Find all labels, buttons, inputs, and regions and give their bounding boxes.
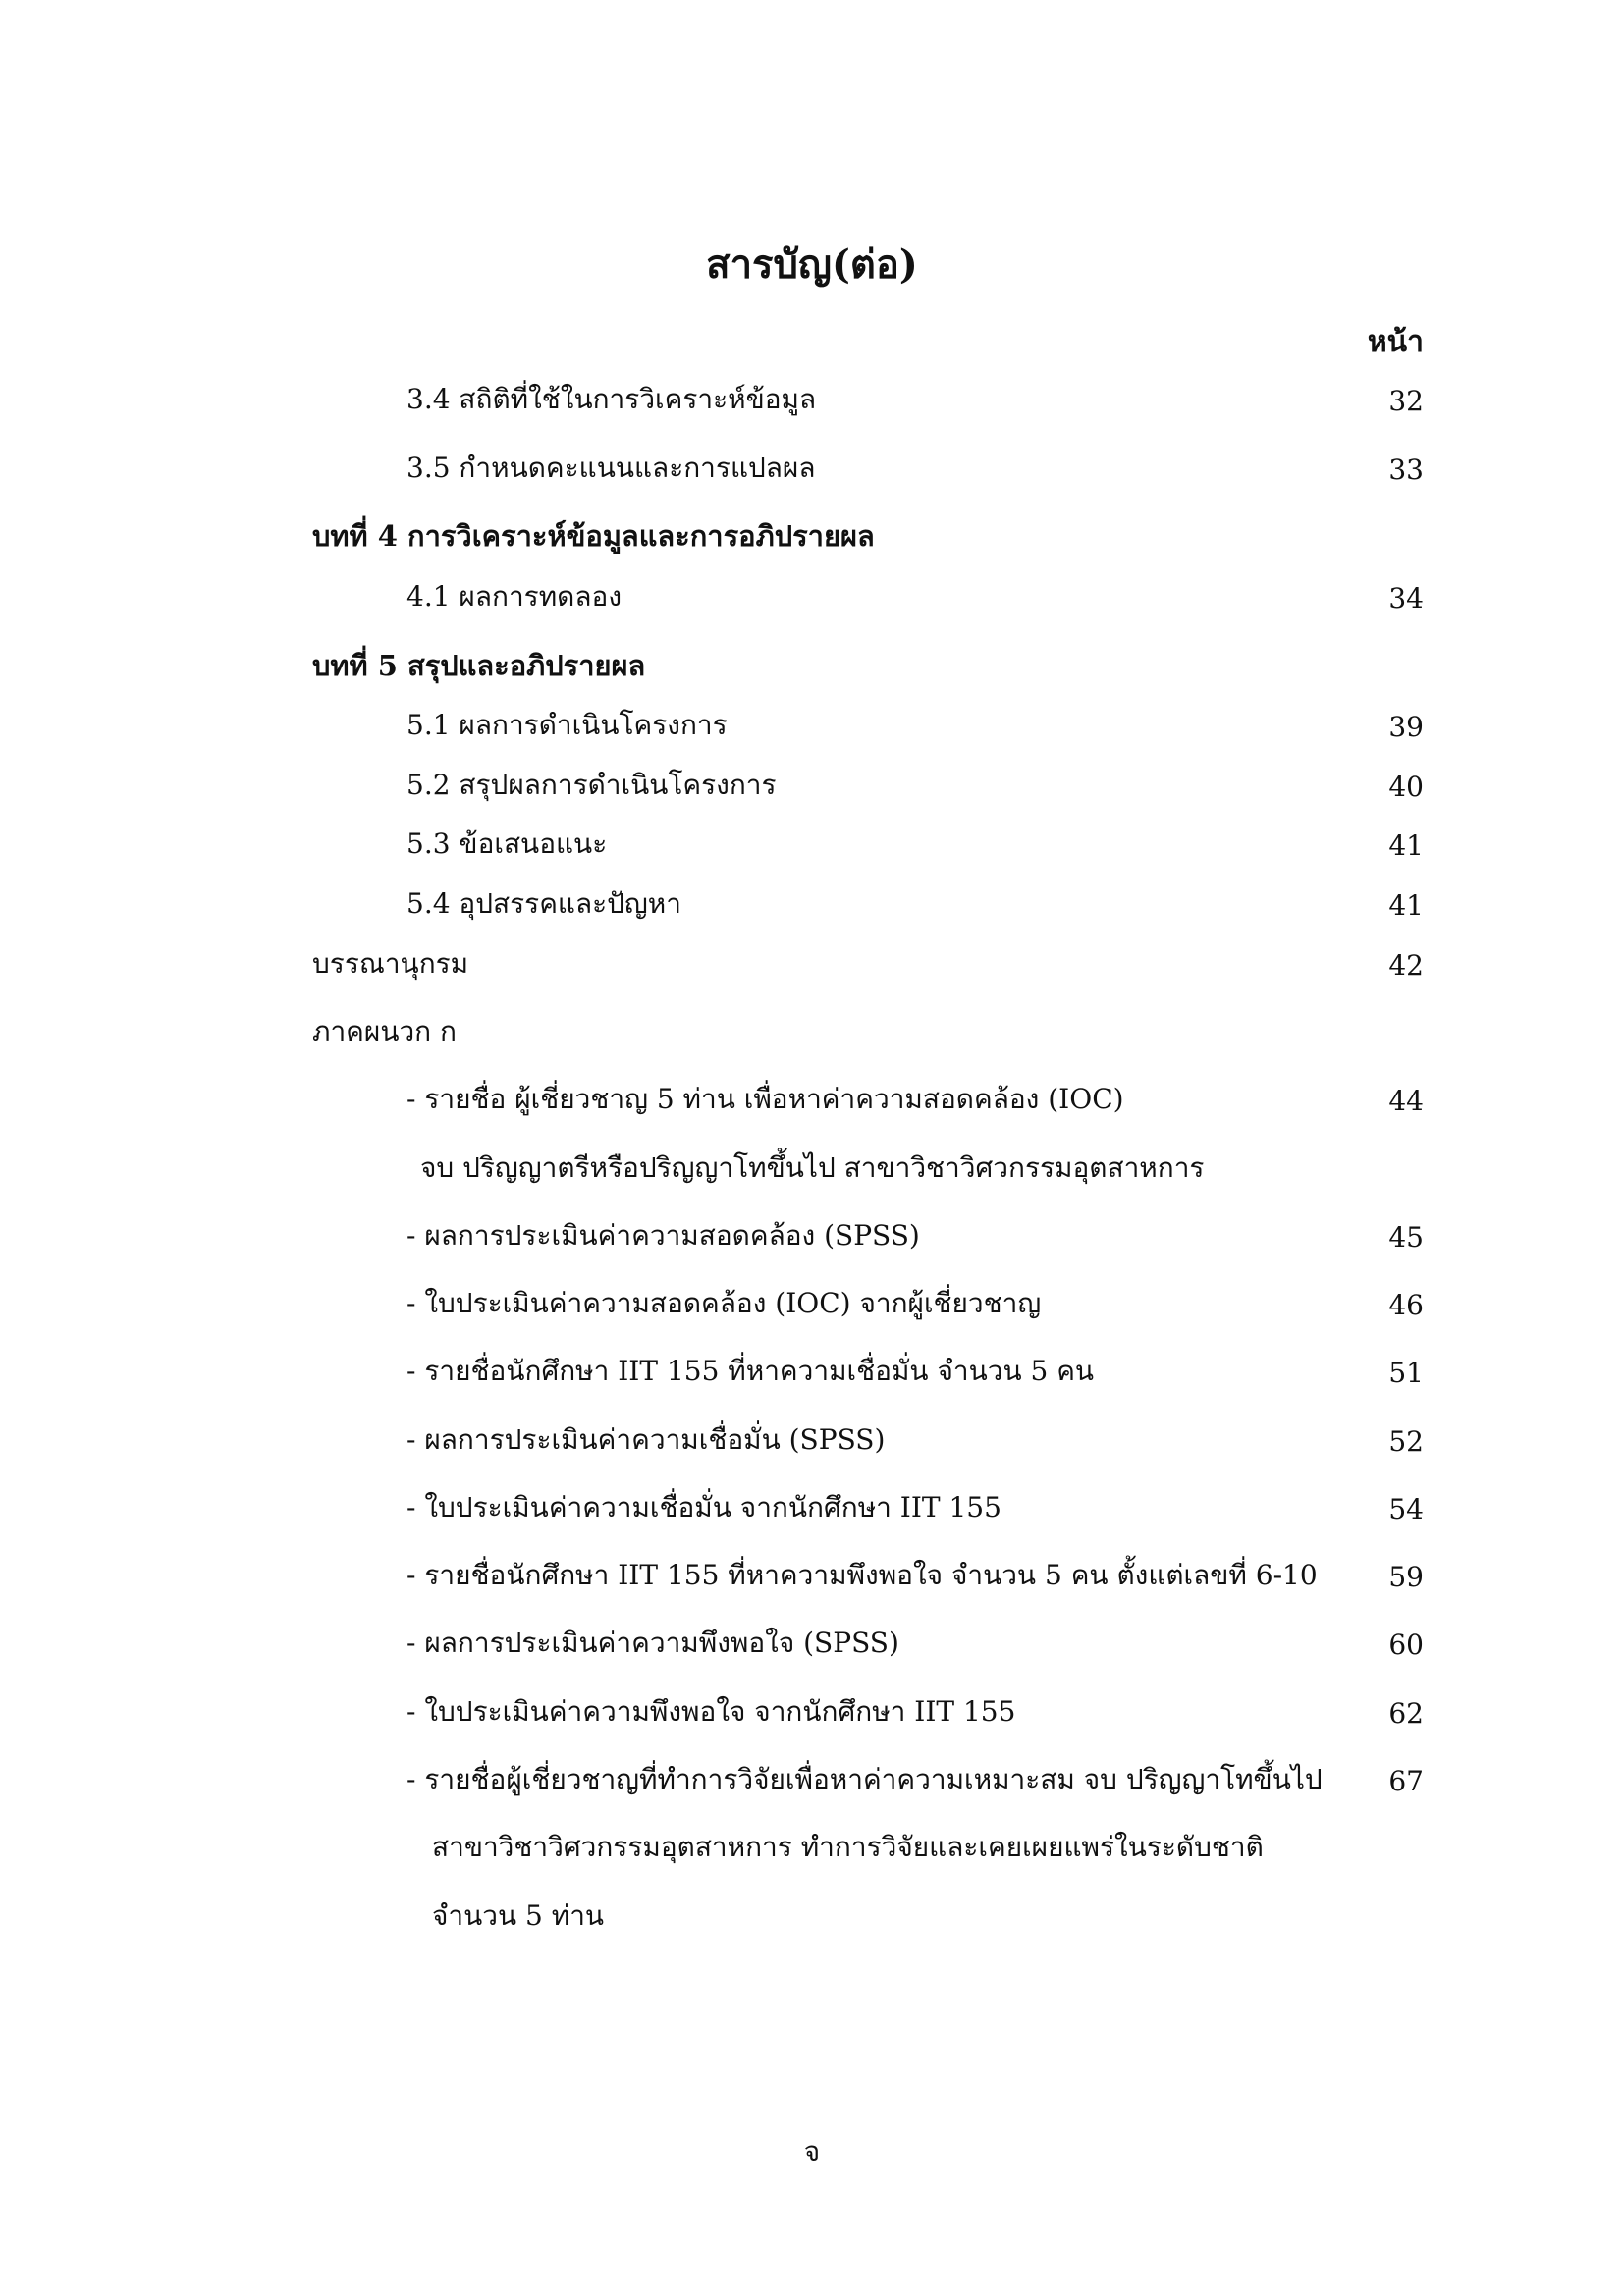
toc-entry-appendix-a: ภาคผนวก ก	[312, 1015, 457, 1047]
toc-entry-4-1: 4.1 ผลการทดลอง	[406, 580, 622, 613]
toc-page-appendix-reliability-form: 54	[1388, 1493, 1424, 1525]
page-column-header: หน้า	[1367, 325, 1424, 359]
toc-entry-appendix-experts-ioc-cont: จบ ปริญญาตรีหรือปริญญาโทขึ้นไป สาขาวิชาวิศวกรรมอุตสาหการ	[420, 1151, 1205, 1184]
toc-page-appendix-satisfaction-spss: 60	[1388, 1629, 1424, 1661]
toc-entry-5-3: 5.3 ข้อเสนอแนะ	[406, 828, 608, 860]
toc-entry-bibliography: บรรณานุกรม	[312, 947, 469, 980]
toc-entry-5-4: 5.4 อุปสรรคและปัญหา	[406, 887, 681, 920]
toc-entry-appendix-reliability-spss: - ผลการประเมินค่าความเชื่อมั่น (SPSS)	[406, 1423, 886, 1456]
toc-entry-appendix-students-reliability: - รายชื่อนักศึกษา IIT 155 ที่หาความเชื่อมั่น จำนวน 5 คน	[406, 1355, 1095, 1387]
toc-entry-5-2: 5.2 สรุปผลการดำเนินโครงการ	[406, 769, 777, 801]
toc-page-appendix-experts-suitability: 67	[1388, 1765, 1424, 1797]
toc-page-appendix-experts-ioc: 44	[1388, 1085, 1424, 1117]
toc-page-appendix-ioc-form: 46	[1388, 1289, 1424, 1321]
toc-entry-appendix-satisfaction-form: - ใบประเมินค่าความพึงพอใจ จากนักศึกษา IIT 155	[406, 1695, 1016, 1728]
toc-page-5-3: 41	[1388, 829, 1424, 862]
toc-page-appendix-ioc-spss: 45	[1388, 1221, 1424, 1254]
toc-page-3-4: 32	[1388, 385, 1424, 417]
toc-chapter-4: บทที่ 4 การวิเคราะห์ข้อมูลและการอภิปรายผล	[312, 519, 875, 553]
toc-page-5-4: 41	[1388, 889, 1424, 922]
toc-page-appendix-satisfaction-form: 62	[1388, 1697, 1424, 1730]
toc-entry-appendix-satisfaction-spss: - ผลการประเมินค่าความพึงพอใจ (SPSS)	[406, 1627, 899, 1659]
toc-entry-appendix-experts-suitability: - รายชื่อผู้เชี่ยวชาญที่ทำการวิจัยเพื่อหาค่าความเหมาะสม จบ ปริญญาโทขึ้นไป	[406, 1763, 1323, 1795]
toc-entry-3-5: 3.5 กำหนดคะแนนและการแปลผล	[406, 452, 816, 484]
toc-page-appendix-reliability-spss: 52	[1388, 1425, 1424, 1458]
toc-entry-appendix-experts-ioc: - รายชื่อ ผู้เชี่ยวชาญ 5 ท่าน เพื่อหาค่าความสอดคล้อง (IOC)	[406, 1083, 1124, 1115]
toc-entry-5-1: 5.1 ผลการดำเนินโครงการ	[406, 709, 728, 741]
toc-entry-appendix-students-satisfaction: - รายชื่อนักศึกษา IIT 155 ที่หาความพึงพอใจ จำนวน 5 คน ตั้งแต่เลขที่ 6-10	[406, 1559, 1318, 1591]
toc-entry-appendix-experts-suitability-cont-2: จำนวน 5 ท่าน	[432, 1899, 605, 1932]
page-number: จ	[803, 2135, 821, 2167]
toc-entry-appendix-ioc-form: - ใบประเมินค่าความสอดคล้อง (IOC) จากผู้เชี่ยวชาญ	[406, 1287, 1042, 1319]
toc-page-appendix-students-reliability: 51	[1388, 1357, 1424, 1389]
page-title: สารบัญ(ต่อ)	[706, 241, 918, 288]
toc-page-appendix-students-satisfaction: 59	[1388, 1561, 1424, 1593]
toc-entry-appendix-ioc-spss: - ผลการประเมินค่าความสอดคล้อง (SPSS)	[406, 1219, 920, 1252]
toc-chapter-5: บทที่ 5 สรุปและอภิปรายผล	[312, 649, 646, 682]
toc-page-5-2: 40	[1388, 771, 1424, 803]
toc-page-bibliography: 42	[1388, 949, 1424, 982]
toc-page-3-5: 33	[1388, 454, 1424, 486]
toc-entry-appendix-reliability-form: - ใบประเมินค่าความเชื่อมั่น จากนักศึกษา IIT 155	[406, 1491, 1001, 1523]
toc-entry-3-4: 3.4 สถิติที่ใช้ในการวิเคราะห์ข้อมูล	[406, 383, 817, 415]
toc-page-4-1: 34	[1388, 582, 1424, 614]
toc-entry-appendix-experts-suitability-cont-1: สาขาวิชาวิศวกรรมอุตสาหการ ทำการวิจัยและเคยเผยแพร่ในระดับชาติ	[432, 1831, 1264, 1863]
toc-page-5-1: 39	[1388, 711, 1424, 743]
